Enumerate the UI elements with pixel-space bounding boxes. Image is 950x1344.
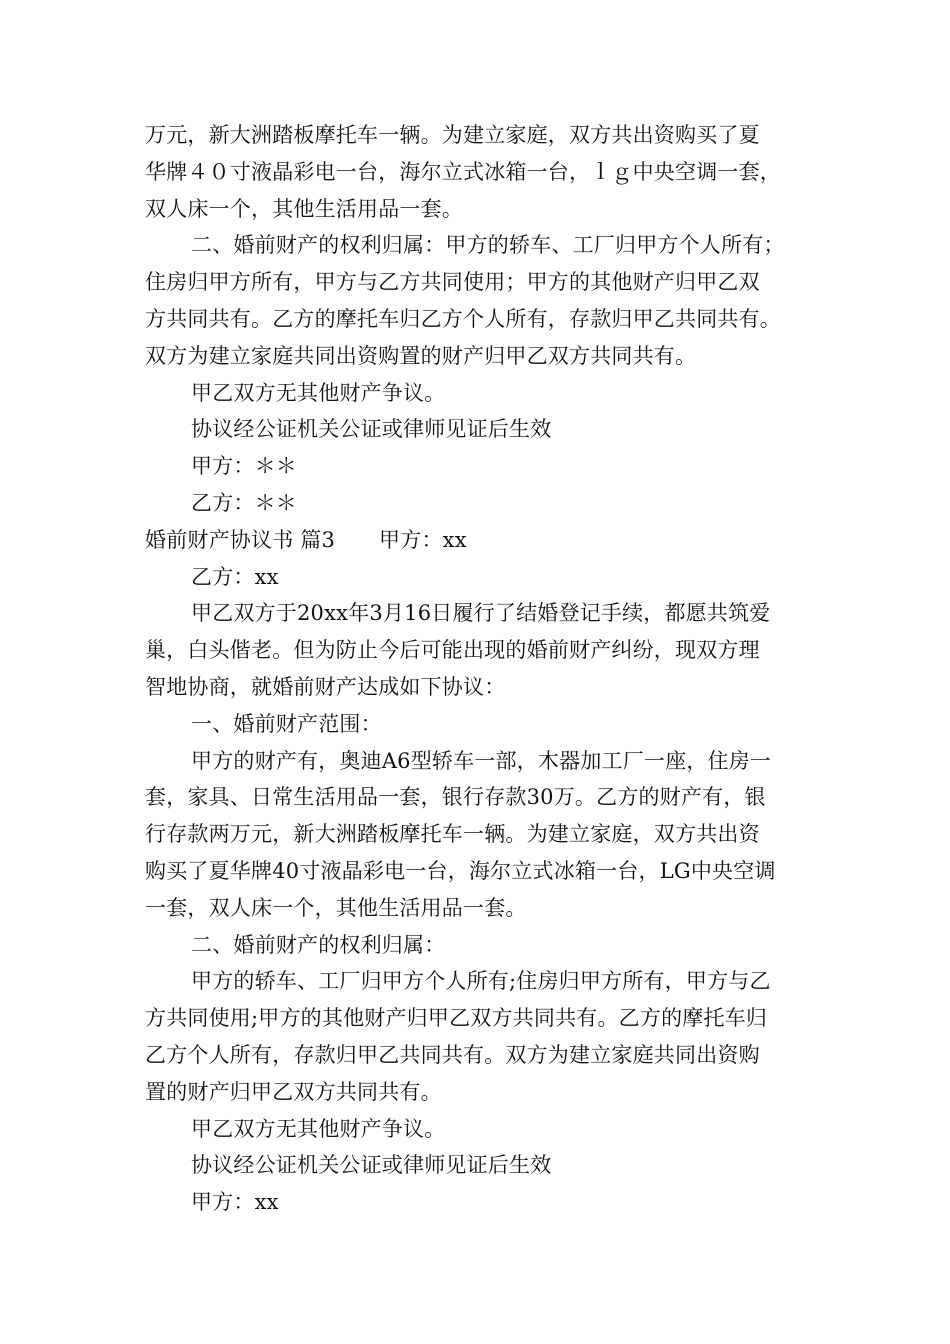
section-heading-line bbox=[145, 522, 810, 559]
text-line: 乙方：xx bbox=[191, 564, 279, 589]
text-line: 套，家具、日常生活用品一套，银行存款30万。乙方的财产有，银 bbox=[145, 785, 766, 810]
text-line: 购买了夏华牌40寸液晶彩电一台，海尔立式冰箱一台，LG中央空调 bbox=[145, 858, 776, 883]
text-line: 二、婚前财产的权利归属： bbox=[191, 932, 446, 957]
party-a-label: 甲方：xx bbox=[379, 527, 467, 552]
text-line: 双人床一个，其他生活用品一套。 bbox=[145, 196, 463, 221]
text-line: 甲乙双方于20xx年3月16日履行了结婚登记手续，都愿共筑爱 bbox=[191, 601, 771, 626]
text-line: 甲方的轿车、工厂归甲方个人所有;住房归甲方所有，甲方与乙 bbox=[191, 969, 771, 994]
text-line: 甲方：＊＊ bbox=[191, 454, 297, 479]
text-line: 一、婚前财产范围： bbox=[191, 711, 382, 736]
agreement-part-3-text bbox=[145, 559, 810, 1221]
text-line: 行存款两万元，新大洲踏板摩托车一辆。为建立家庭，双方共出资 bbox=[145, 822, 760, 847]
text-line: 巢，白头偕老。但为防止今后可能出现的婚前财产纠纷，现双方理 bbox=[145, 638, 760, 663]
text-line: 智地协商，就婚前财产达成如下协议： bbox=[145, 674, 506, 699]
text-line: 协议经公证机关公证或律师见证后生效 bbox=[191, 1153, 552, 1178]
text-line: 置的财产归甲乙双方共同共有。 bbox=[145, 1079, 442, 1104]
text-line: 双方为建立家庭共同出资购置的财产归甲乙双方共同共有。 bbox=[145, 343, 697, 368]
text-line: 住房归甲方所有，甲方与乙方共同使用；甲方的其他财产归甲乙双 bbox=[145, 270, 760, 295]
text-line: 二、婚前财产的权利归属：甲方的轿车、工厂归甲方个人所有； bbox=[191, 233, 785, 258]
text-line: 一套，双人床一个，其他生活用品一套。 bbox=[145, 895, 527, 920]
text-line: 乙方个人所有，存款归甲乙共同共有。双方为建立家庭共同出资购 bbox=[145, 1042, 760, 1067]
text-line: 甲乙双方无其他财产争议。 bbox=[191, 380, 446, 405]
text-line: 乙方：＊＊ bbox=[191, 490, 297, 515]
text-line: 方共同使用;甲方的其他财产归甲乙双方共同共有。乙方的摩托车归 bbox=[145, 1006, 768, 1031]
text-line: 甲乙双方无其他财产争议。 bbox=[191, 1116, 446, 1141]
text-line: 甲方的财产有，奥迪A6型轿车一部，木器加工厂一座，住房一 bbox=[191, 748, 772, 773]
text-line: 方共同共有。乙方的摩托车归乙方个人所有，存款归甲乙共同共有。 bbox=[145, 306, 781, 331]
document-body bbox=[145, 117, 810, 1221]
section-title: 婚前财产协议书 篇3 bbox=[145, 527, 336, 552]
text-line: 华牌４０寸液晶彩电一台，海尔立式冰箱一台，ｌｇ中央空调一套， bbox=[145, 159, 781, 184]
agreement-part-2-text bbox=[145, 117, 810, 522]
text-line: 甲方：xx bbox=[191, 1190, 279, 1215]
text-line: 协议经公证机关公证或律师见证后生效 bbox=[191, 417, 552, 442]
text-line: 万元，新大洲踏板摩托车一辆。为建立家庭，双方共出资购买了夏 bbox=[145, 123, 760, 147]
